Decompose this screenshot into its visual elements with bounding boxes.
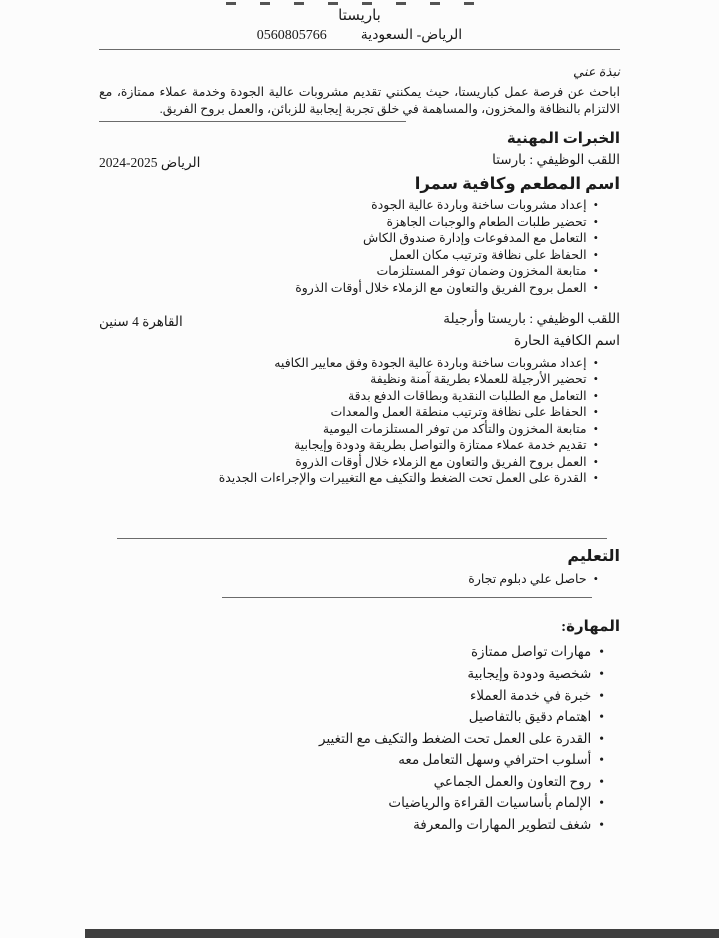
about-heading: نبذة عني (573, 63, 620, 79)
skill-item: • الإلمام بأساسيات القراءة والرياضيات (99, 794, 604, 812)
education-list (99, 572, 598, 587)
skill-item: • خبرة في خدمة العملاء (99, 687, 604, 705)
contact-phone: 0560805766 (256, 28, 327, 43)
employer-name: اسم الكافية الحارة (513, 334, 620, 350)
skill-item: • اهتمام دقيق بالتفاصيل (99, 708, 604, 726)
skills-heading: المهارة: (561, 618, 620, 635)
experience-bullet: • متابعة المخزون والتأكد من توفر المستلزمات اليومية (99, 422, 598, 437)
header-divider (99, 49, 620, 50)
education-top-divider (117, 538, 607, 539)
experience-bullet: • إعداد مشروبات ساخنة وباردة عالية الجودة (99, 198, 598, 213)
experience-bullet: • متابعة المخزون وضمان توفر المستلزمات (99, 264, 598, 279)
experience-bullet: • تحضير طلبات الطعام والوجبات الجاهزة (99, 215, 598, 230)
experience-bullet: • التعامل مع الطلبات النقدية وبطاقات الدفع بدقة (99, 389, 598, 404)
skill-item: • القدرة على العمل تحت الضغط والتكيف مع التغيير (99, 730, 604, 748)
job-title: اللقب الوظيفي : بارستا (492, 152, 620, 168)
experience-heading: الخبرات المهنية (506, 130, 620, 147)
page-title: باريستا (338, 8, 381, 24)
experience-bullet: • القدرة على العمل تحت الضغط والتكيف مع التغييرات والإجراءات الجديدة (99, 471, 598, 486)
job-location-dates: القاهرة 4 سنين (99, 313, 183, 329)
employer-name: اسم المطعم وكافية سمرا (414, 173, 620, 193)
experience-bullet-list (99, 356, 598, 487)
experience-bullet: • تقديم خدمة عملاء ممتازة والتواصل بطريقة ودودة وإيجابية (99, 438, 598, 453)
experience-bullet: • التعامل مع المدفوعات وإدارة صندوق الكاش (99, 231, 598, 246)
skills-list (99, 643, 604, 833)
contact-line (99, 27, 620, 45)
skill-item: • أسلوب احترافي وسهل التعامل معه (99, 751, 604, 769)
experience-bullet-list (99, 198, 598, 296)
skill-item: • شغف لتطوير المهارات والمعرفة (99, 816, 604, 834)
skill-item: • شخصية ودودة وإيجابية (99, 665, 604, 683)
experience-bullet: • العمل بروح الفريق والتعاون مع الزملاء خلال أوقات الذروة (99, 281, 598, 296)
job-title: اللقب الوظيفي : باريستا وأرجيلة (443, 310, 620, 326)
education-heading: التعليم (567, 548, 620, 566)
skill-item: • مهارات تواصل ممتازة (99, 643, 604, 661)
experience-bullet: • الحفاظ على نظافة وترتيب مكان العمل (99, 248, 598, 263)
clipped-header-text (226, 2, 494, 5)
experience-bullet: • الحفاظ على نظافة وترتيب منطقة العمل والمعدات (99, 405, 598, 420)
about-divider (99, 121, 406, 122)
page-break-bar (85, 929, 719, 938)
skill-item: • روح التعاون والعمل الجماعي (99, 773, 604, 791)
job-location-dates: الرياض 2025-2024 (99, 155, 201, 171)
job-header-row (99, 310, 620, 331)
experience-bullet: • تحضير الأرجيلة للعملاء بطريقة آمنة ونظيفة (99, 372, 598, 387)
education-item: • حاصل علي دبلوم تجارة (99, 572, 598, 587)
about-text: اباحث عن فرصة عمل كباريستا، حيث يمكنني تقديم مشروبات عالية الجودة وخدمة عملاء ممتازة، مع الالتزام بالنظافة والمخزون، والمساهمة في خلق تجربة إيجابية للزبائن، والعمل بروح الفريق. (99, 85, 620, 116)
job-header-row (99, 151, 620, 172)
experience-bullet: • العمل بروح الفريق والتعاون مع الزملاء خلال أوقات الذروة (99, 455, 598, 470)
education-bottom-divider (222, 597, 592, 598)
contact-location: الرياض- السعودية (360, 28, 463, 43)
experience-bullet: • إعداد مشروبات ساخنة وباردة عالية الجودة وفق معايير الكافيه (99, 356, 598, 371)
